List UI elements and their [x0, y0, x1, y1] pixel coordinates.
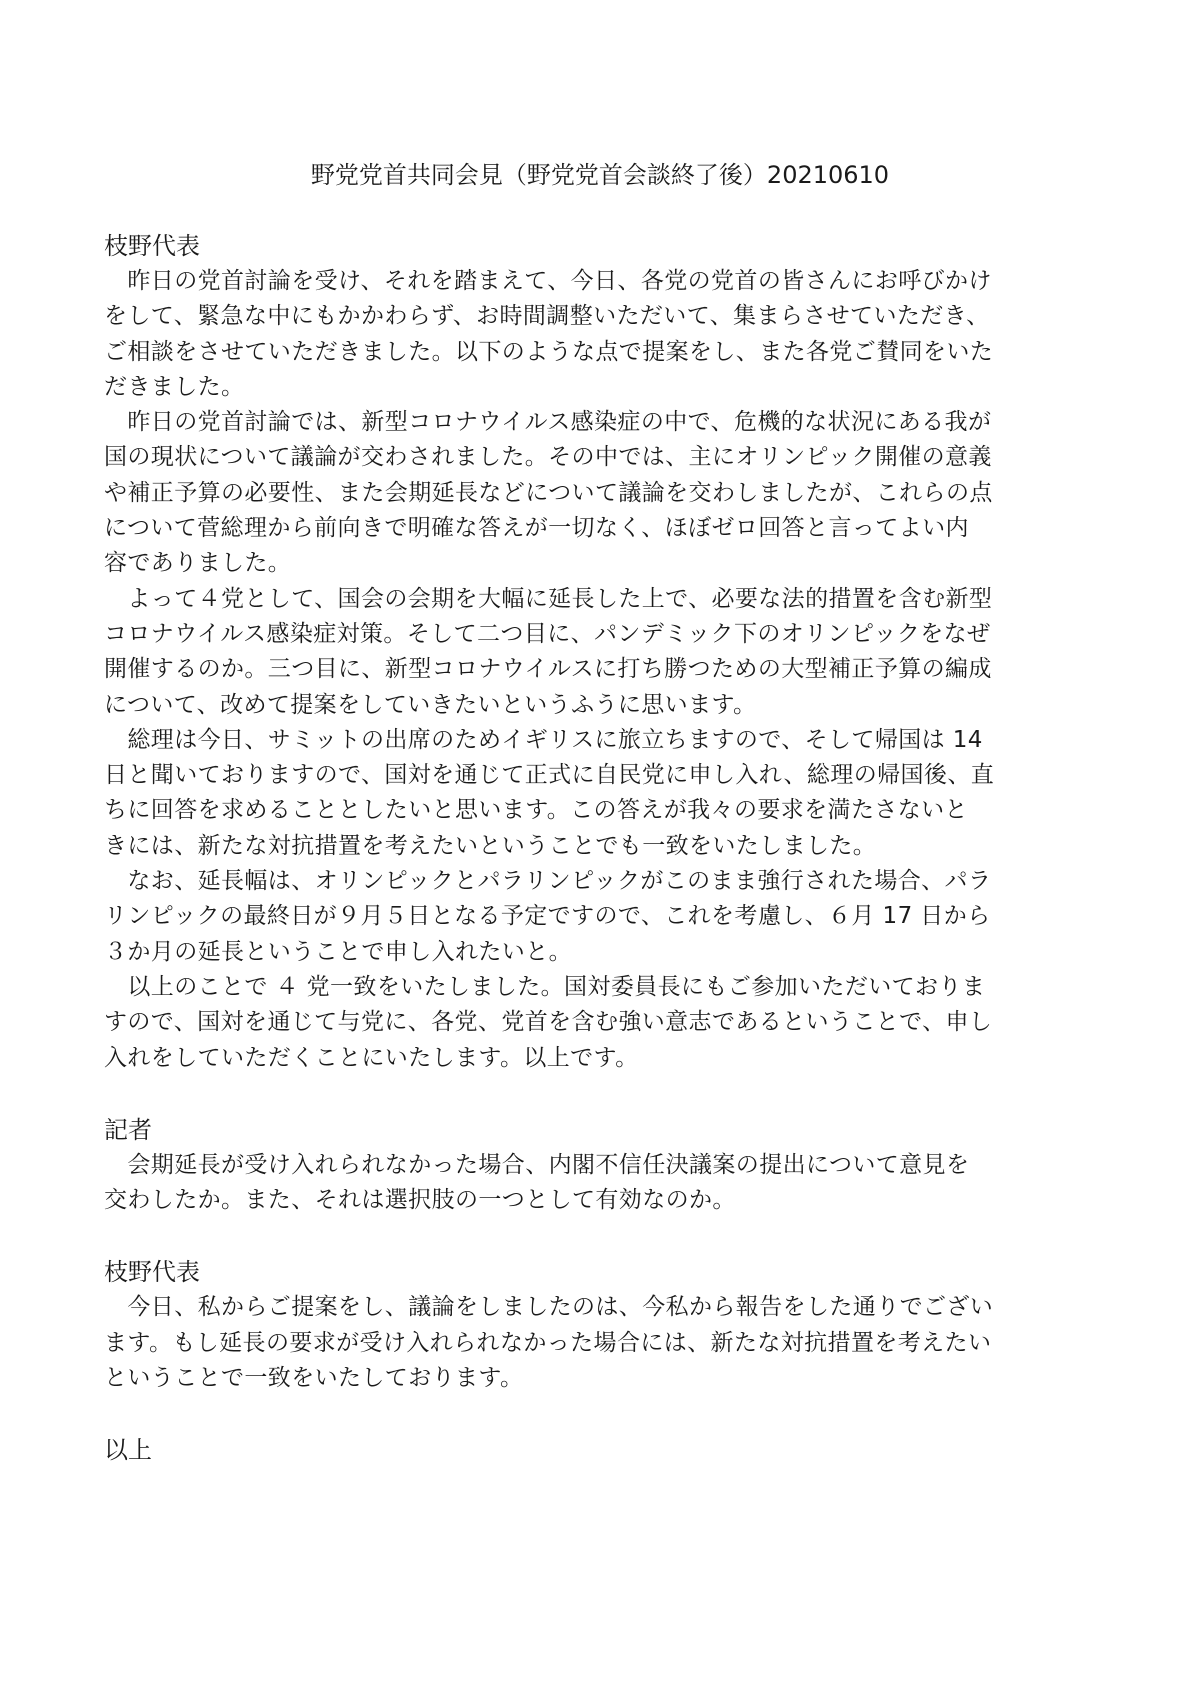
paragraph-line: ます。もし延長の要求が受け入れられなかった場合には、新たな対抗措置を考えたい [104, 1329, 992, 1356]
paragraph-line: ということで一致をいたしております。 [104, 1365, 524, 1392]
speaker-name: 枝野代表 [104, 232, 200, 260]
paragraph-line: なお、延長幅は、オリンピックとパラリンピックがこのまま強行された場合、パラ [104, 868, 992, 895]
paragraph [104, 264, 1104, 405]
paragraph-line: 日と聞いておりますので、国対を通じて正式に自民党に申し入れ、総理の帰国後、直 [104, 762, 995, 789]
paragraph-line: ちに回答を求めることとしたいと思います。この答えが我々の要求を満たさないと [104, 797, 968, 824]
speaker-name: 記者 [104, 1115, 152, 1144]
paragraph-line: 以上のことで ４ 党一致をいたしました。国対委員長にもご参加いただいておりま [104, 973, 986, 1000]
paragraph-line: リンピックの最終日が９月５日となる予定ですので、これを考慮し、６月 17 日から [104, 903, 991, 930]
document-body [104, 228, 1104, 1468]
closing-text: 以上 [104, 1436, 152, 1465]
speech-section [104, 1112, 1104, 1219]
paragraph-line: 開催するのか。三つ目に、新型コロナウイルスに打ち勝つための大型補正予算の編成 [104, 656, 992, 683]
paragraph [104, 582, 1104, 723]
paragraph-line: よって４党として、国会の会期を大幅に延長した上で、必要な法的措置を含む新型 [104, 585, 993, 612]
paragraph [104, 405, 1104, 581]
paragraph-line: 総理は今日、サミットの出席のためイギリスに旅立ちますので、そして帰国は 14 [104, 726, 983, 753]
paragraph-line: について、改めて提案をしていきたいというふうに思います。 [104, 691, 757, 718]
speech-section [104, 228, 1104, 1076]
paragraph-line: コロナウイルス感染症対策。そして二つ目に、パンデミック下のオリンピックをなぜ [104, 620, 991, 647]
document-title: 野党党首共同会見（野党党首会談終了後）20210610 [310, 161, 890, 189]
paragraph [104, 1148, 1104, 1219]
paragraph-line: や補正予算の必要性、また会期延長などについて議論を交わしましたが、これらの点 [104, 479, 993, 506]
speech-section [104, 1254, 1104, 1396]
paragraph [104, 864, 1104, 970]
paragraph-line: ３か月の延長ということで申し入れたいと。 [104, 938, 572, 965]
paragraph [104, 1290, 1104, 1396]
paragraph-line: 今日、私からご提案をし、議論をしましたのは、今私から報告をした通りでござい [104, 1294, 994, 1321]
paragraph [104, 723, 1104, 864]
paragraph-line: すので、国対を通じて与党に、各党、党首を含む強い意志であるということで、申し [104, 1009, 993, 1036]
paragraph-line: 容でありました。 [104, 550, 292, 577]
paragraph-line: 昨日の党首討論では、新型コロナウイルス感染症の中で、危機的な状況にある我が [104, 409, 992, 436]
paragraph-line: をして、緊急な中にもかかわらず、お時間調整いただいて、集まらさせていただき、 [104, 303, 990, 330]
paragraph-line: だきました。 [104, 373, 245, 400]
paragraph-line: 入れをしていただくことにいたします。以上です。 [104, 1044, 639, 1071]
paragraph-line: について菅総理から前向きで明確な答えが一切なく、ほぼゼロ回答と言ってよい内 [104, 515, 969, 542]
speaker-name: 枝野代表 [104, 1258, 200, 1287]
paragraph-line: 国の現状について議論が交わされました。その中では、主にオリンピック開催の意義 [104, 444, 992, 471]
paragraph-line: 昨日の党首討論を受け、それを踏まえて、今日、各党の党首の皆さんにお呼びかけ [104, 268, 992, 294]
paragraph-line: 会期延長が受け入れられなかった場合、内閣不信任決議案の提出について意見を [104, 1151, 970, 1178]
paragraph-line: ご相談をさせていただきました。以下のような点で提案をし、また各党ご賛同をいた [104, 338, 994, 365]
paragraph-line: 交わしたか。また、それは選択肢の一つとして有効なのか。 [104, 1187, 736, 1214]
paragraph-line: きには、新たな対抗措置を考えたいということでも一致をいたしました。 [104, 832, 877, 859]
paragraph [104, 970, 1104, 1076]
